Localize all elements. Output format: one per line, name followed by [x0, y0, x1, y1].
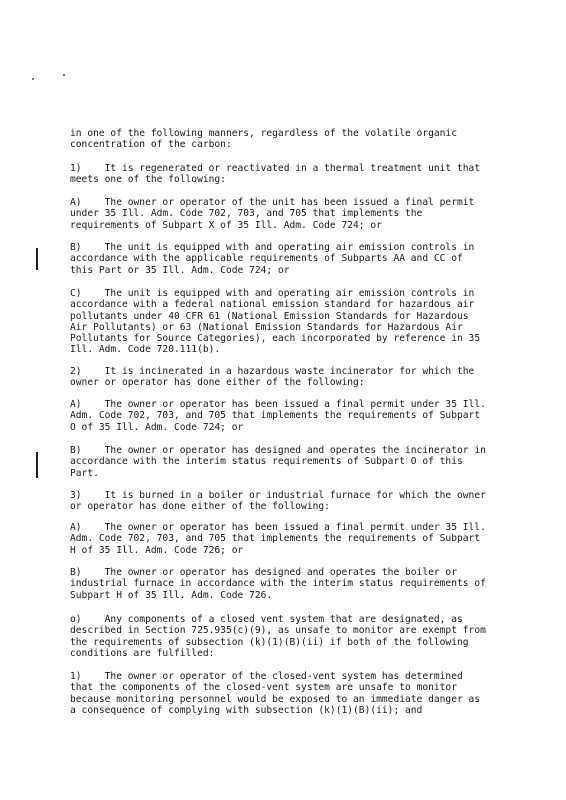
- paragraph-intro: [70, 128, 556, 151]
- text-line: conditions are fulfilled:: [70, 647, 215, 659]
- text-line: this Part or 35 Ill. Adm. Code 724; or: [70, 264, 290, 276]
- text-line: requirements of Subpart X of 35 Ill. Adm. Code 724; or: [70, 219, 382, 231]
- text-line: Ill. Adm. Code 720.111(b).: [70, 344, 221, 356]
- scan-speck: [32, 78, 34, 80]
- text-line: A) The owner or operator has been issued a final permit under 35 Ill.: [70, 522, 486, 533]
- paragraph-1a: [70, 197, 556, 231]
- text-line: B) The unit is equipped with and operating air emission controls in: [70, 242, 475, 253]
- text-line: that the components of the closed-vent system are unsafe to monitor: [70, 682, 457, 694]
- text-line: O of 35 Ill. Adm. Code 724; or: [70, 421, 244, 433]
- text-line: A) The owner or operator of the unit has been issued a final permit: [70, 197, 475, 208]
- text-line: concentration of the carbon:: [70, 139, 232, 151]
- text-line: B) The owner or operator has designed and operates the boiler or: [70, 567, 457, 578]
- revision-bar: [36, 248, 38, 270]
- text-line: Pollutants for Source Categories), each incorporated by reference in 35: [70, 333, 481, 345]
- text-line: C) The unit is equipped with and operating air emission controls in: [70, 288, 475, 299]
- text-line: Adm. Code 702, 703, and 705 that implements the requirements of Subpart: [70, 533, 481, 545]
- paragraph-2a: [70, 399, 556, 433]
- text-line: industrial furnace in accordance with the interim status requirements of: [70, 578, 486, 590]
- text-line: under 35 Ill. Adm. Code 702, 703, and 705 that implements the: [70, 208, 423, 220]
- text-line: accordance with the interim status requirements of Subpart O of this: [70, 456, 463, 468]
- text-line: owner or operator has done either of the following:: [70, 377, 365, 389]
- paragraph-3a: [70, 522, 556, 556]
- text-line: because monitoring personnel would be exposed to an immediate danger as: [70, 693, 481, 705]
- text-line: 1) The owner or operator of the closed-vent system has determined: [70, 671, 463, 682]
- text-line: B) The owner or operator has designed and operates the incinerator in: [70, 445, 486, 456]
- text-line: A) The owner or operator has been issued a final permit under 35 Ill.: [70, 399, 486, 410]
- text-line: Adm. Code 702, 703, and 705 that implements the requirements of Subpart: [70, 410, 481, 422]
- text-line: 1) It is regenerated or reactivated in a thermal treatment unit that: [70, 163, 481, 174]
- paragraph-1b: [70, 242, 556, 276]
- paragraph-2: [70, 366, 556, 389]
- paragraph-3: [70, 490, 556, 513]
- paragraph-o: [70, 614, 556, 659]
- text-line: 2) It is incinerated in a hazardous waste incinerator for which the: [70, 366, 475, 377]
- text-line: or operator has done either of the following:: [70, 501, 330, 513]
- text-line: meets one of the following:: [70, 174, 226, 186]
- text-line: described in Section 725.935(c)(9), as unsafe to monitor are exempt from: [70, 625, 486, 637]
- scan-speck: [63, 74, 65, 76]
- text-line: a consequence of complying with subsection (k)(1)(B)(ii); and: [70, 704, 423, 716]
- text-line: the requirements of subsection (k)(1)(B)(ii) if both of the following: [70, 636, 469, 648]
- paragraph-1: [70, 163, 556, 186]
- text-line: 3) It is burned in a boiler or industrial furnace for which the owner: [70, 490, 486, 501]
- text-line: in one of the following manners, regardless of the volatile organic: [70, 128, 457, 139]
- text-line: accordance with the applicable requirements of Subparts AA and CC of: [70, 253, 463, 265]
- text-line: Air Pollutants) or 63 (National Emission Standards for Hazardous Air: [70, 321, 463, 333]
- text-line: o) Any components of a closed vent system that are designated, as: [70, 614, 463, 625]
- paragraph-2b: [70, 445, 556, 479]
- text-line: Part.: [70, 467, 99, 479]
- text-line: accordance with a federal national emission standard for hazardous air: [70, 299, 475, 311]
- paragraph-1c: [70, 288, 556, 356]
- paragraph-o1: [70, 671, 556, 716]
- revision-bar: [36, 452, 38, 478]
- text-line: H of 35 Ill. Adm. Code 726; or: [70, 544, 244, 556]
- text-line: pollutants under 40 CFR 61 (National Emission Standards for Hazardous: [70, 310, 469, 322]
- text-line: Subpart H of 35 Ill. Adm. Code 726.: [70, 589, 273, 601]
- paragraph-3b: [70, 567, 556, 601]
